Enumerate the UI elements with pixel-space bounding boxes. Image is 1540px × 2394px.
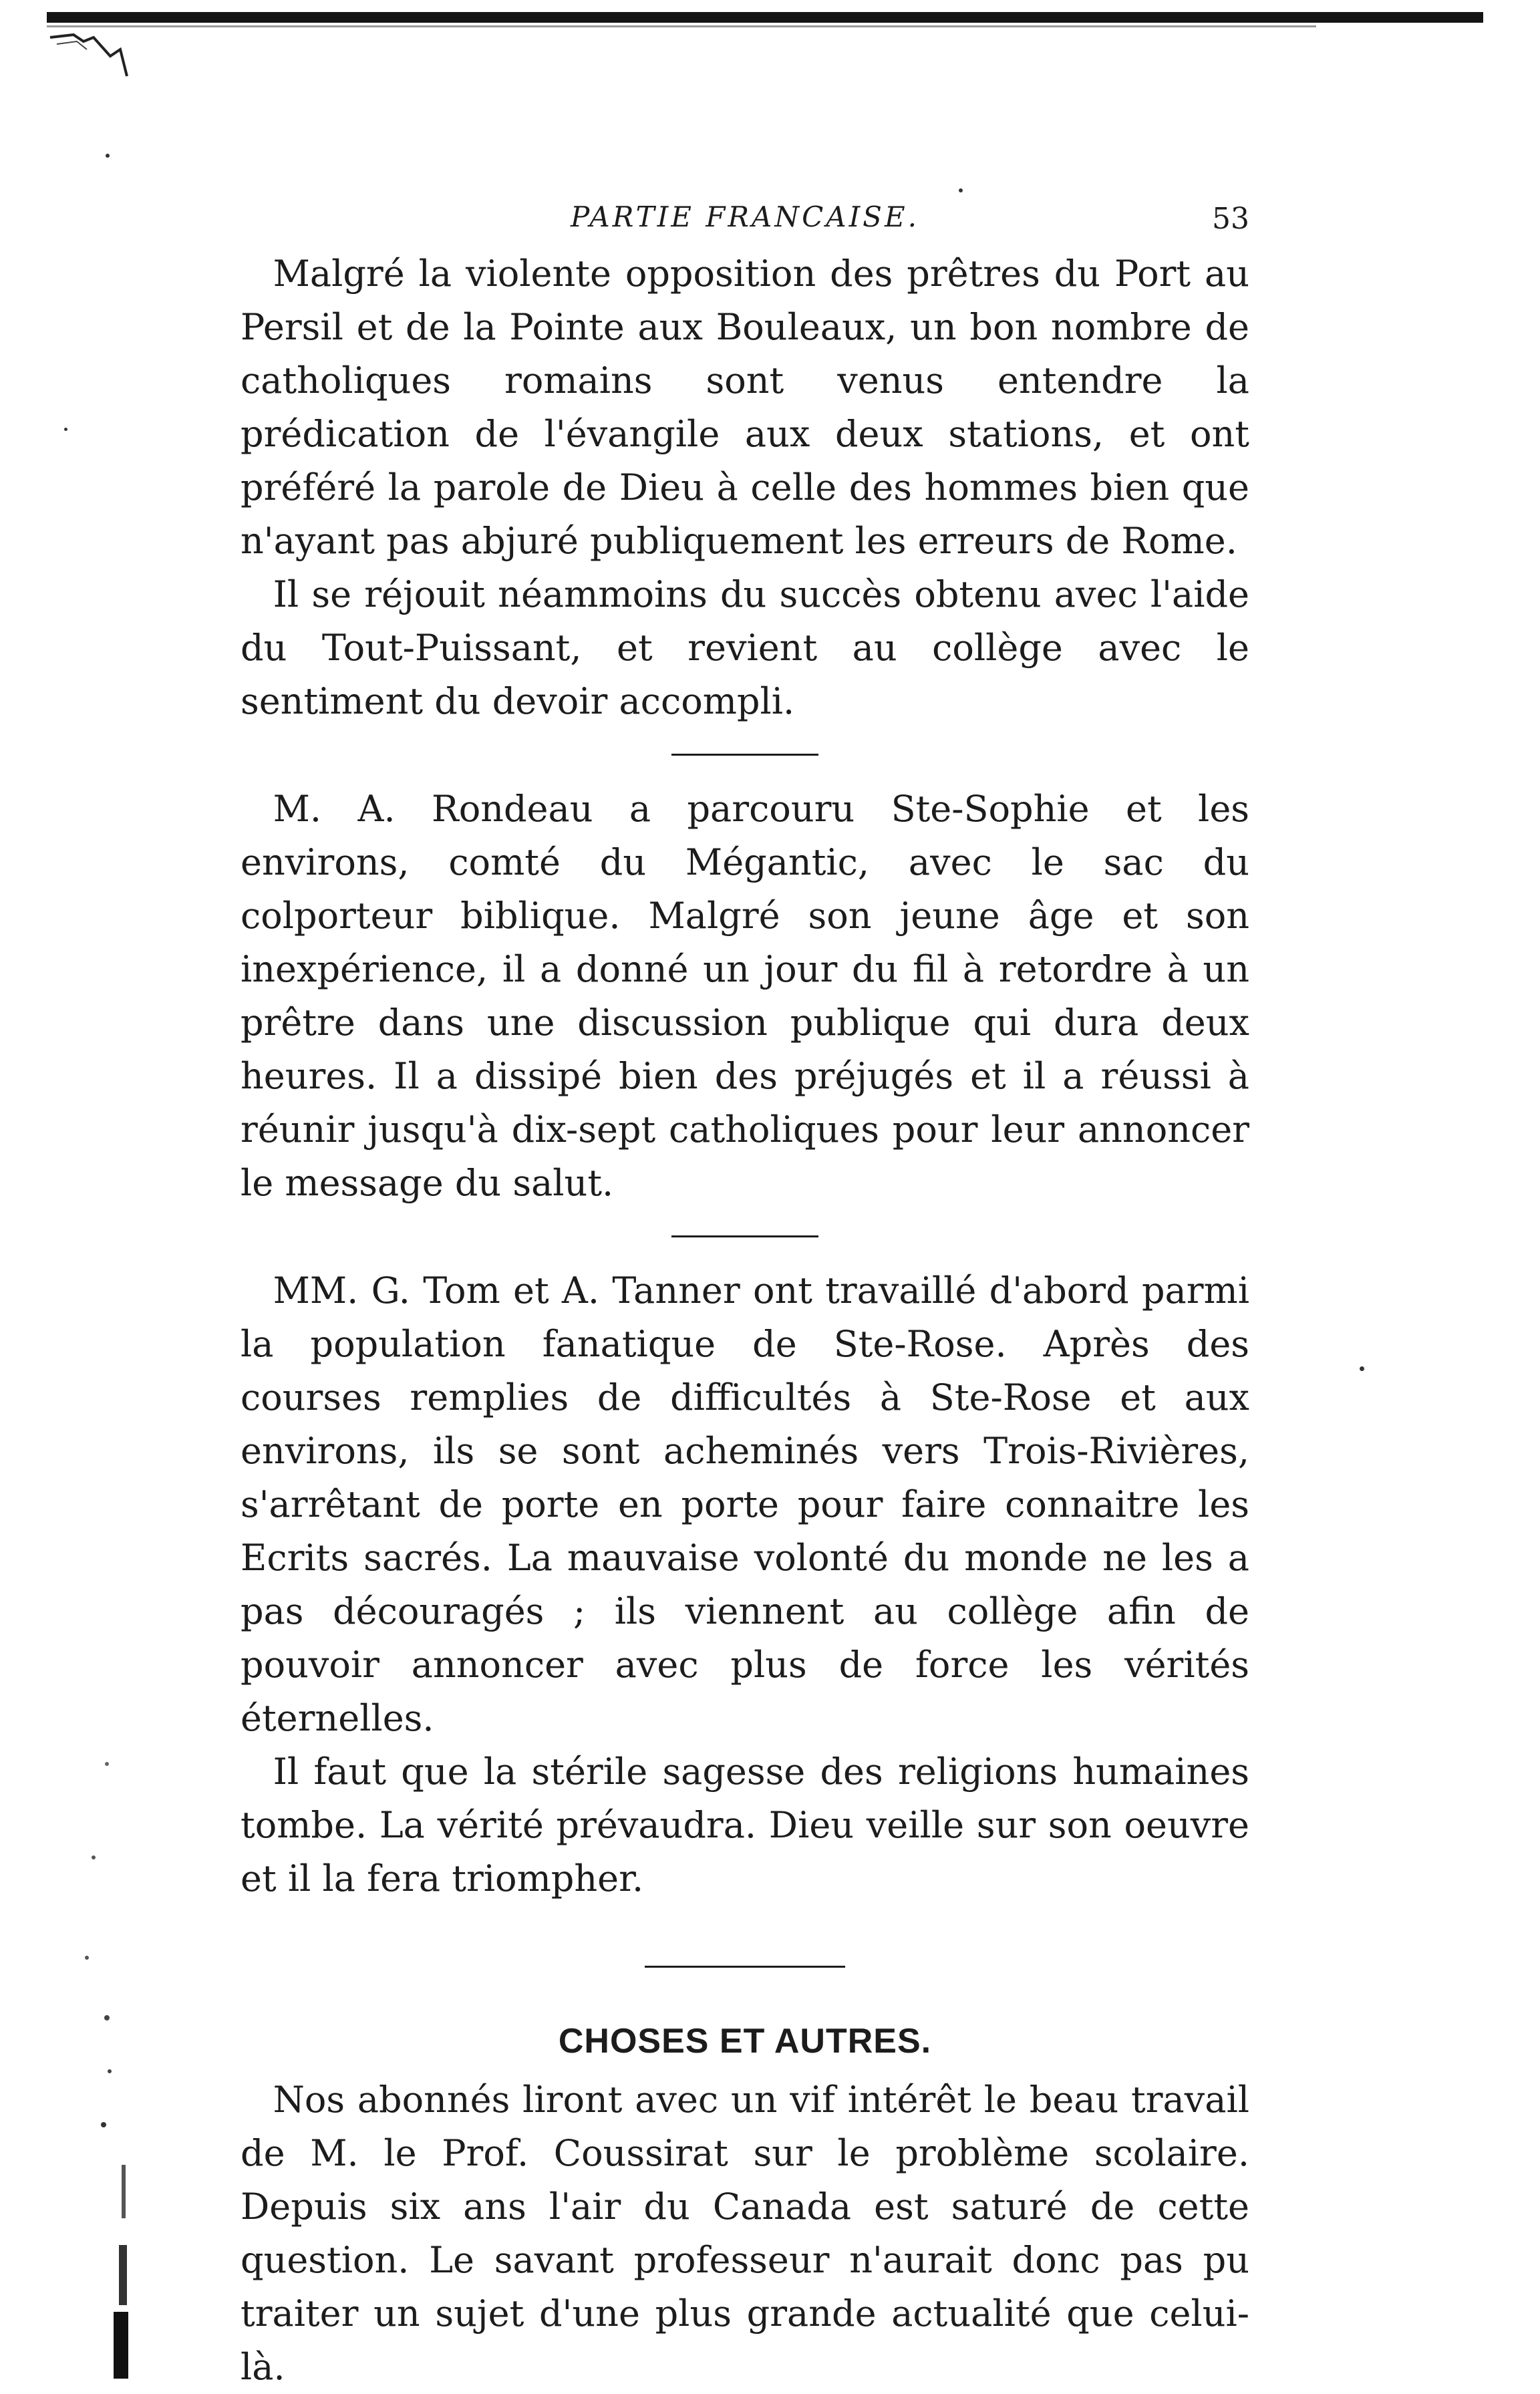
scan-top-border-thin (47, 25, 1316, 27)
section-divider (671, 754, 818, 756)
paragraph: Malgré la violente opposition des prêtres du Port au Persil et de la Pointe aux Bouleaux, un bon nombre de catholiques romains sont venus entendre la prédication de l'évangile aux deux stations, et ont préféré la parole de Dieu à celle des hommes bien que n'ayant pas abjuré publiquement les erreurs de Rome. (241, 253, 1249, 562)
scan-binding-edge (67, 1737, 147, 2379)
scan-corner-smudge (47, 29, 147, 83)
scan-dot (106, 154, 110, 158)
page-content (241, 187, 1249, 2394)
page-number: 53 (1212, 202, 1249, 236)
paragraph: M. A. Rondeau a parcouru Ste-Sophie et les environs, comté du Mégantic, avec le sac du colporteur biblique. Malgré son jeune âge et son inexpérience, il a donné un jour du fil à retordre à un prêtre dans une discussion publique qui dura deux heures. Il a dissipé bien des préjugés et il a réussi à réunir jusqu'à dix-sept catholiques pour leur annoncer le message du salut. (241, 788, 1249, 1204)
running-title: PARTIE FRANCAISE. (571, 200, 919, 233)
running-head (241, 187, 1249, 247)
paragraph: Il faut que la stérile sagesse des religions humaines tombe. La vérité prévaudra. Dieu veille sur son oeuvre et il la fera triompher. (241, 1751, 1249, 1900)
scan-dot (64, 428, 67, 431)
paragraph: Nos abonnés liront avec un vif intérêt le beau travail de M. le Prof. Coussirat sur le problème scolaire. Depuis six ans l'air du Canada est saturé de cette question. Le savant professeur n'aurait donc pas pu traiter un sujet d'une plus grande actualité que celui-là. (241, 2079, 1249, 2388)
scan-dot (1360, 1366, 1364, 1371)
section-heading: CHOSES ET AUTRES. (558, 2022, 932, 2061)
section-divider (671, 1235, 818, 1237)
paragraph: Il se réjouit néammoins du succès obtenu avec l'aide du Tout-Puissant, et revient au collège avec le sentiment du devoir accompli. (241, 573, 1249, 722)
paragraph: MM. G. Tom et A. Tanner ont travaillé d'abord parmi la population fanatique de Ste-Rose. Après des courses remplies de difficultés à Ste-Rose et aux environs, ils se sont acheminés vers Trois-Rivières, s'arrêtant de porte en porte pour faire connaitre les Ecrits sacrés. La mauvaise volonté du monde ne les a pas découragés ; ils viennent au collège afin de pouvoir annoncer avec plus de force les vérités éternelles. (241, 1269, 1249, 1739)
section-divider (645, 1966, 845, 1968)
scan-top-border (47, 12, 1483, 23)
